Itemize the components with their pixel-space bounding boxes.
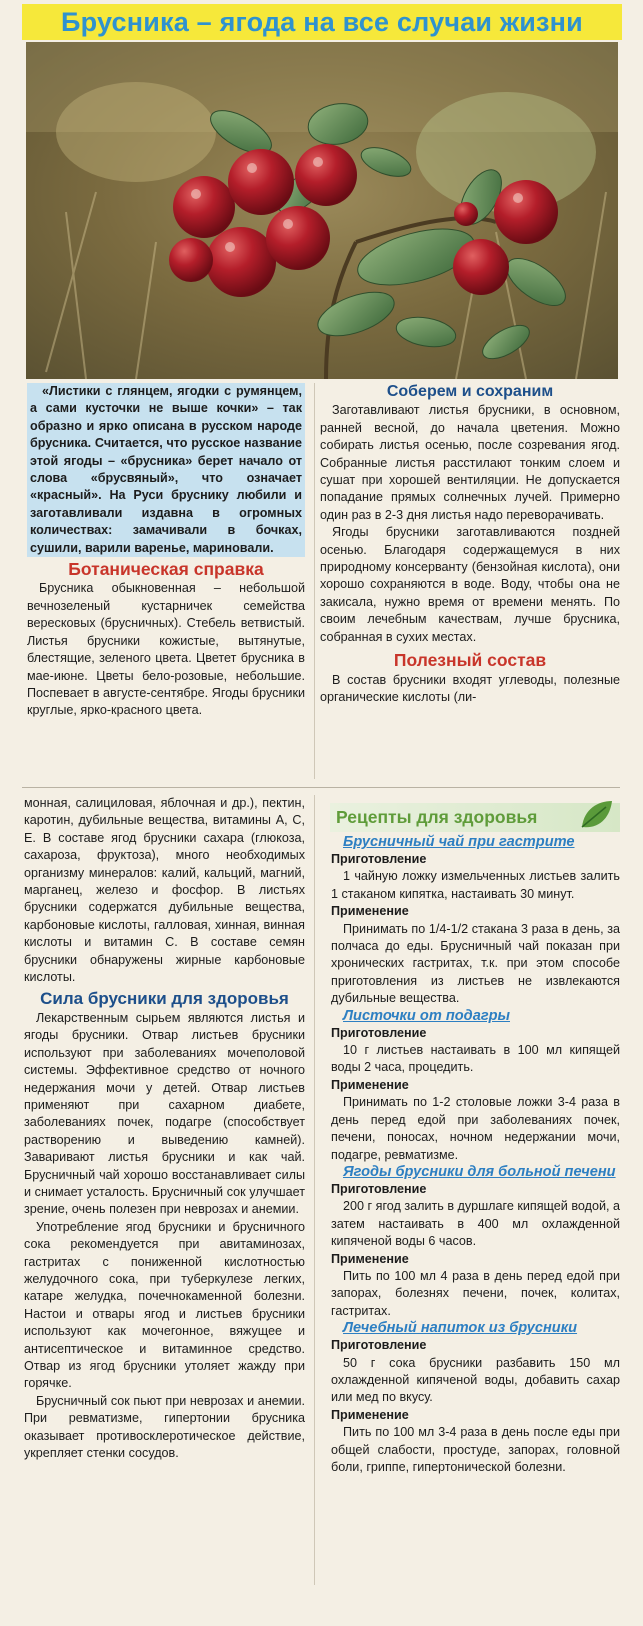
recipe-2-prep-label: Приготовление	[331, 1025, 427, 1040]
recipe-1-title: Брусничный чай при гастрите	[343, 834, 575, 850]
recipe-4-use-label: Применение	[331, 1407, 409, 1422]
recipe-3-use-label: Применение	[331, 1251, 409, 1266]
right-column-top	[320, 383, 620, 706]
power-paragraph-1: Лекарственным сырьем являются листья и ягоды брусники. Отвар листьев брусники используют при заболеваниях мочеполовой системы. Эффективное средство от ночного недержания мочи у детей. Отвар листьев применяют при сахарном диабете, заболеваниях почек, подагре (способствует растворению и выведению камней). Заваривают листья брусники и как чай. Брусничный чай хорошо восстанавливает силы и снимает усталость. Брусничный сок улучшает зрение, очень полезен при неврозах и анемии.	[24, 1010, 305, 1217]
recipe-3	[331, 1164, 620, 1320]
column-rule	[314, 383, 315, 779]
power-heading: Сила брусники для здоровья	[40, 989, 289, 1009]
recipe-4-title: Лечебный напиток из брусники	[343, 1320, 578, 1337]
collect-heading: Соберем и сохраним	[386, 383, 554, 400]
recipes-heading-text: Рецепты для здоровья	[336, 807, 538, 827]
recipe-1-use-label: Применение	[331, 904, 409, 919]
recipe-2-prep: 10 г листьев настаивать в 100 мл кипящей воды 2 часа, процедить.	[331, 1043, 620, 1075]
useful-heading: Полезный состав	[393, 650, 547, 671]
lead-text: «Листики с глянцем, ягодки с румянцем, а сами кусточки не выше кочки» – так образно и ярко описана в русском народе брусника. Считается, что русское название этой ягоды – «брусника» берет начало от слова «брусвяный», что означает «красный». На Руси бруснику любили и заготавливали издавна в огромных количествах: замачивали в бочках, сушили, варили варенье, мариновали.	[30, 384, 302, 555]
botany-heading: Ботаническая справка	[68, 559, 264, 580]
recipe-4-prep-label: Приготовление	[331, 1338, 427, 1353]
botany-text: Брусника обыкновенная – небольшой вечнозеленый кустарничек семейства вересковых (брусничных). Стебель ветвистый. Листья брусники кожистые, вытянутые, блестящие, зеленого цвета. Цветет брусника в мае-июне. Цветы бело-розовые, небольшие. Поспевает в августе-сентябре. Ягоды брусники круглые, ярко-красного цвета.	[27, 581, 305, 718]
recipe-4	[331, 1320, 620, 1476]
recipe-3-prep-label: Приготовление	[331, 1181, 427, 1196]
useful-text-start: В состав брусники входят углеводы, полезные органические кислоты (ли-	[320, 672, 620, 704]
section-divider	[22, 787, 620, 788]
recipe-1	[331, 834, 620, 1008]
lead-paragraph	[27, 383, 305, 557]
leaf-icon	[578, 797, 616, 835]
recipe-3-title: Ягоды брусники для больной печени	[343, 1163, 616, 1180]
power-paragraph-3: Брусничный сок пьют при неврозах и анемии. При ревматизме, гипертонии брусника оказывает противосклеротическое действие, укрепляет стенки сосудов.	[24, 1393, 305, 1461]
recipe-2-title: Листочки от подагры	[343, 1007, 510, 1024]
recipe-3-use: Пить по 100 мл 4 раза в день перед едой при запорах, болезнях печени, почек, колитах, гастритах.	[331, 1268, 620, 1318]
collect-paragraph-1: Заготавливают листья брусники, в основном, ранней весной, до начала цветения. Можно собирать листья осенью, после созревания ягод. Собранные листья расстилают тонким слоем и сушат при хорошей вентиляции. Не допускается попадание прямых солнечных лучей. Примерно один раз в 2-3 дня листья надо переворачивать.	[320, 403, 620, 522]
recipe-4-prep: 50 г сока брусники разбавить 150 мл охлажденной кипяченой воды, добавить сахар или мед по вкусу.	[331, 1355, 620, 1405]
column-rule-lower	[314, 795, 315, 1585]
recipes-column	[331, 834, 620, 1476]
recipes-heading	[330, 803, 620, 832]
left-column-bottom	[24, 795, 305, 1462]
recipe-3-prep: 200 г ягод залить в дуршлаге кипящей водой, а затем настаивать в 400 мл охлажденной кипяченой воды 6 часов.	[331, 1199, 620, 1249]
article-title: Брусника – ягода на все случаи жизни	[22, 4, 622, 40]
recipe-1-prep: 1 чайную ложку измельченных листьев залить 1 стаканом кипятка, настаивать 30 минут.	[331, 869, 620, 901]
recipe-4-use: Пить по 100 мл 3-4 раза в день после еды при общей слабости, простуде, запорах, головной боли, гриппе, гипертонической болезни.	[331, 1425, 620, 1474]
power-paragraph-2: Употребление ягод брусники и брусничного сока рекомендуется при авитаминозах, гастритах с пониженной кислотностью желудочного сока, при туберкулезе легких, катаре желудка, почечнокаменной болезни. Настои и отвары ягод и листьев брусники используют как мочегонное, вяжущее и антисептическое и витаминное средство. Отвар из ягод брусники утоляет жажду при горячке.	[24, 1219, 305, 1391]
recipe-1-use: Принимать по 1/4-1/2 стакана 3 раза в день, за полчаса до еды. Брусничный чай показан при хронических гастритах, т.к. при этом способе приготовления из листьев не извлекаются дубильные вещества.	[331, 921, 620, 1006]
lingonberry-photo	[26, 42, 618, 379]
recipe-2	[331, 1008, 620, 1164]
recipe-2-use: Принимать по 1-2 столовые ложки 3-4 раза в день перед едой при заболеваниях почек, печени, поносах, ночном недержании мочи, подагре, ревматизме.	[331, 1095, 620, 1162]
recipe-2-use-label: Применение	[331, 1077, 409, 1092]
useful-text-continued: монная, салициловая, яблочная и др.), пектин, каротин, дубильные вещества, витамины А, С, Е. В составе ягод брусники сахара (глюкоза, сахароза, фруктоза), много необходимых организму минералов: калий, кальций, магний, марганец, железо и фосфор. В листьях брусники содержатся дубильные вещества, карбоновые кислоты, галловая, хинная, винная кислоты и витамин С. В составе семян брусники обнаружены жирные карбоновые кислоты.	[24, 796, 305, 985]
collect-paragraph-2: Ягоды брусники заготавливаются поздней осенью. Благодаря содержащемуся в них природному консерванту (бензойная кислота), они хорошо сохраняются в воде. Воду, чтобы она не закисала, нужно время от времени менять. По своим лечебным качествам, лучше брусника, собранная в сухих местах.	[320, 525, 620, 644]
left-column-top	[27, 383, 305, 720]
recipe-1-prep-label: Приготовление	[331, 852, 427, 866]
